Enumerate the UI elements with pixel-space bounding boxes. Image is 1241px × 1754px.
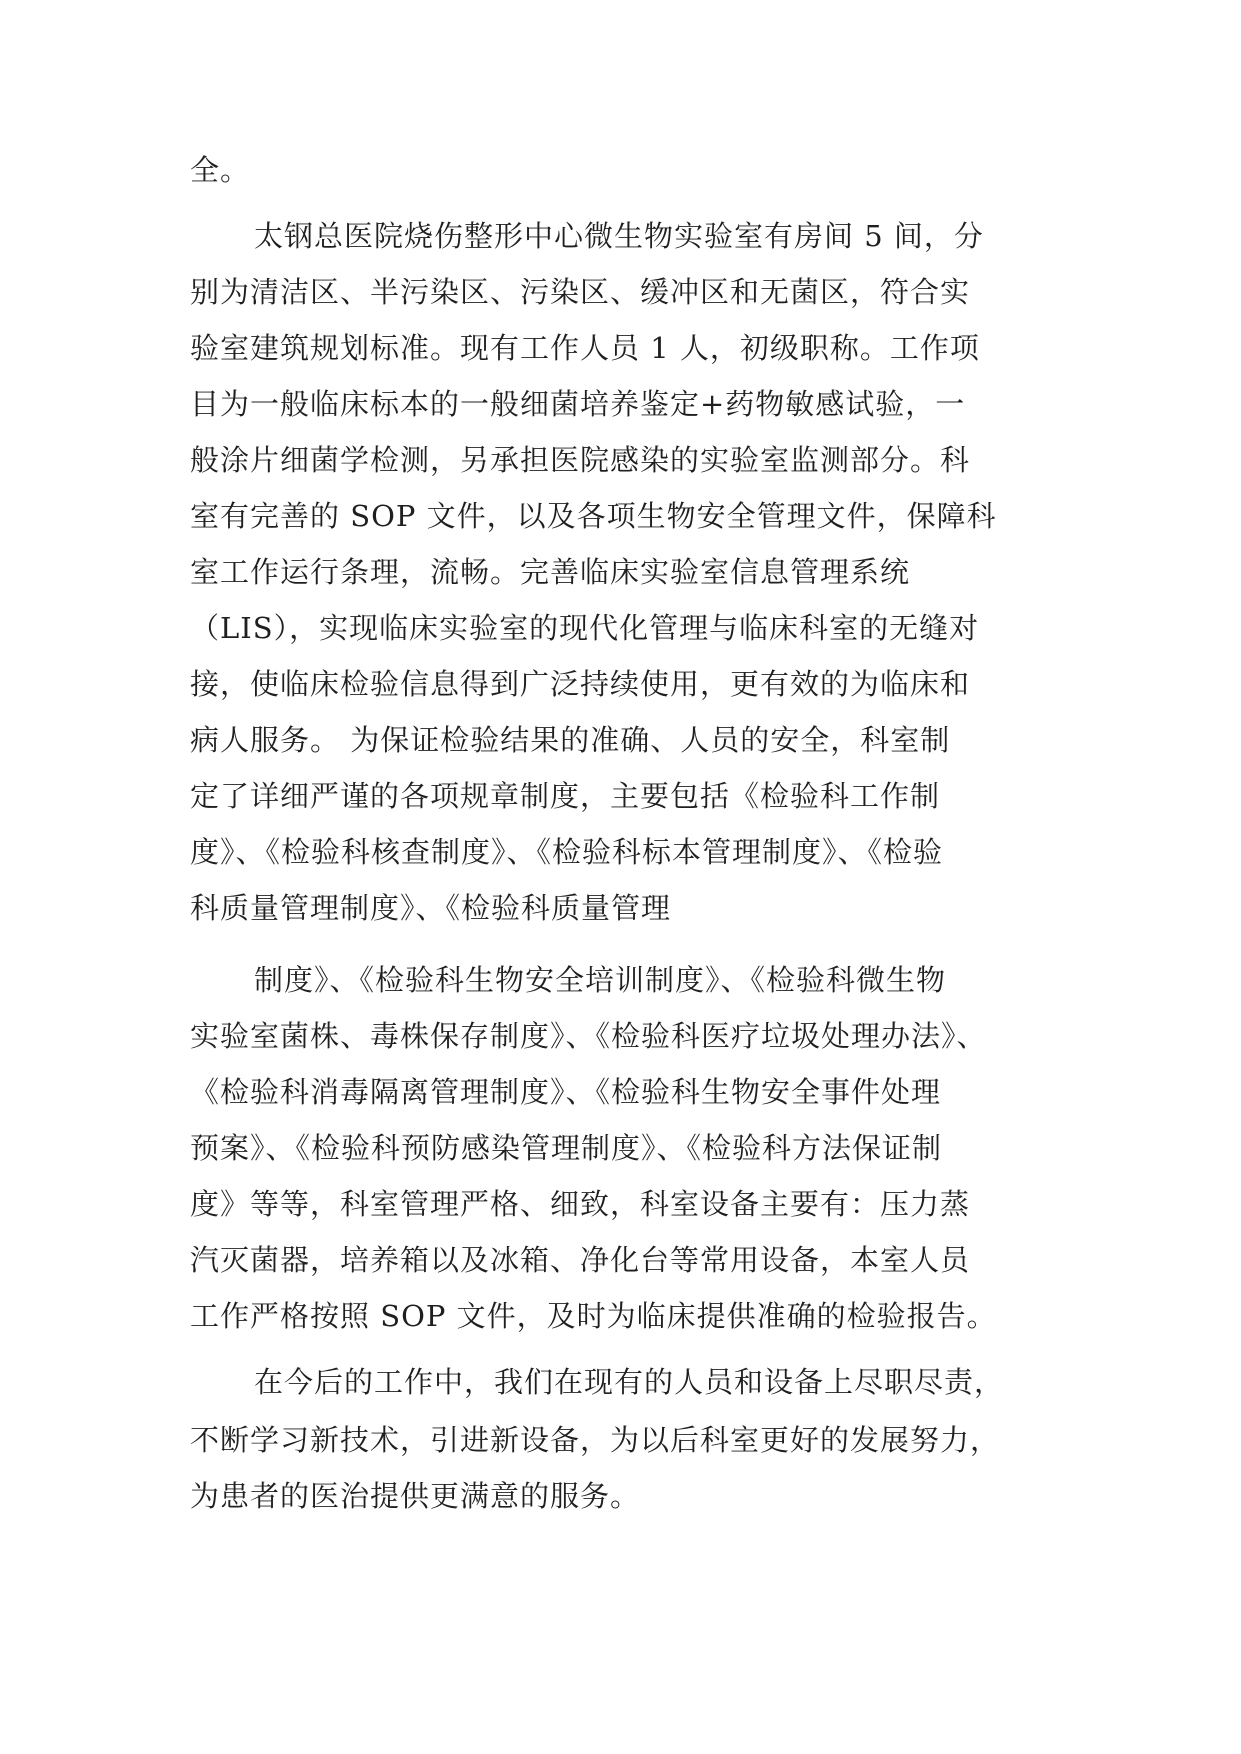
- text-line: 制度》、《检验科生物安全培训制度》、《检验科微生物: [254, 963, 947, 997]
- text-line: 为患者的医治提供更满意的服务。: [190, 1479, 641, 1513]
- text-line: 预案》、《检验科预防感染管理制度》、《检验科方法保证制: [190, 1131, 943, 1165]
- text-line: 《检验科消毒隔离管理制度》、《检验科生物安全事件处理: [190, 1075, 942, 1109]
- text-line: 病人服务。 为保证检验结果的准确、人员的安全，科室制: [190, 723, 951, 757]
- text-line: 定了详细严谨的各项规章制度，主要包括《检验科工作制: [190, 779, 941, 813]
- text-line: 不断学习新技术，引进新设备，为以后科室更好的发展努力，: [190, 1423, 1001, 1457]
- text-line: （LIS），实现临床实验室的现代化管理与临床科室的无缝对: [190, 611, 980, 645]
- text-line: 度》、《检验科核查制度》、《检验科标本管理制度》、《检验: [190, 835, 944, 869]
- text-line: 别为清洁区、半污染区、污染区、缓冲区和无菌区，符合实: [190, 275, 971, 309]
- text-line: 室有完善的 SOP 文件，以及各项生物安全管理文件，保障科: [190, 499, 997, 533]
- text-line: 实验室菌株、毒株保存制度》、《检验科医疗垃圾处理办法》、: [190, 1019, 987, 1053]
- text-line: 太钢总医院烧伤整形中心微生物实验室有房间 5 间，分: [254, 219, 984, 253]
- text-line: 室工作运行条理，流畅。完善临床实验室信息管理系统: [190, 555, 911, 589]
- text-line: 接，使临床检验信息得到广泛持续使用，更有效的为临床和: [190, 667, 971, 701]
- text-line: 度》等等，科室管理严格、细致，科室设备主要有：压力蒸: [190, 1187, 971, 1221]
- text-line: 在今后的工作中，我们在现有的人员和设备上尽职尽责，: [254, 1365, 1005, 1399]
- text-line: 般涂片细菌学检测，另承担医院感染的实验室监测部分。科: [190, 443, 971, 477]
- text-line: 工作严格按照 SOP 文件，及时为临床提供准确的检验报告。: [190, 1299, 997, 1333]
- text-line: 全。: [190, 153, 251, 187]
- text-line: 科质量管理制度》、《检验科质量管理: [190, 891, 672, 925]
- text-line: 目为一般临床标本的一般细菌培养鉴定+药物敏感试验，一: [190, 387, 966, 421]
- text-line: 汽灭菌器，培养箱以及冰箱、净化台等常用设备，本室人员: [190, 1243, 971, 1277]
- text-line: 验室建筑规划标准。现有工作人员 1 人，初级职称。工作项: [190, 331, 980, 365]
